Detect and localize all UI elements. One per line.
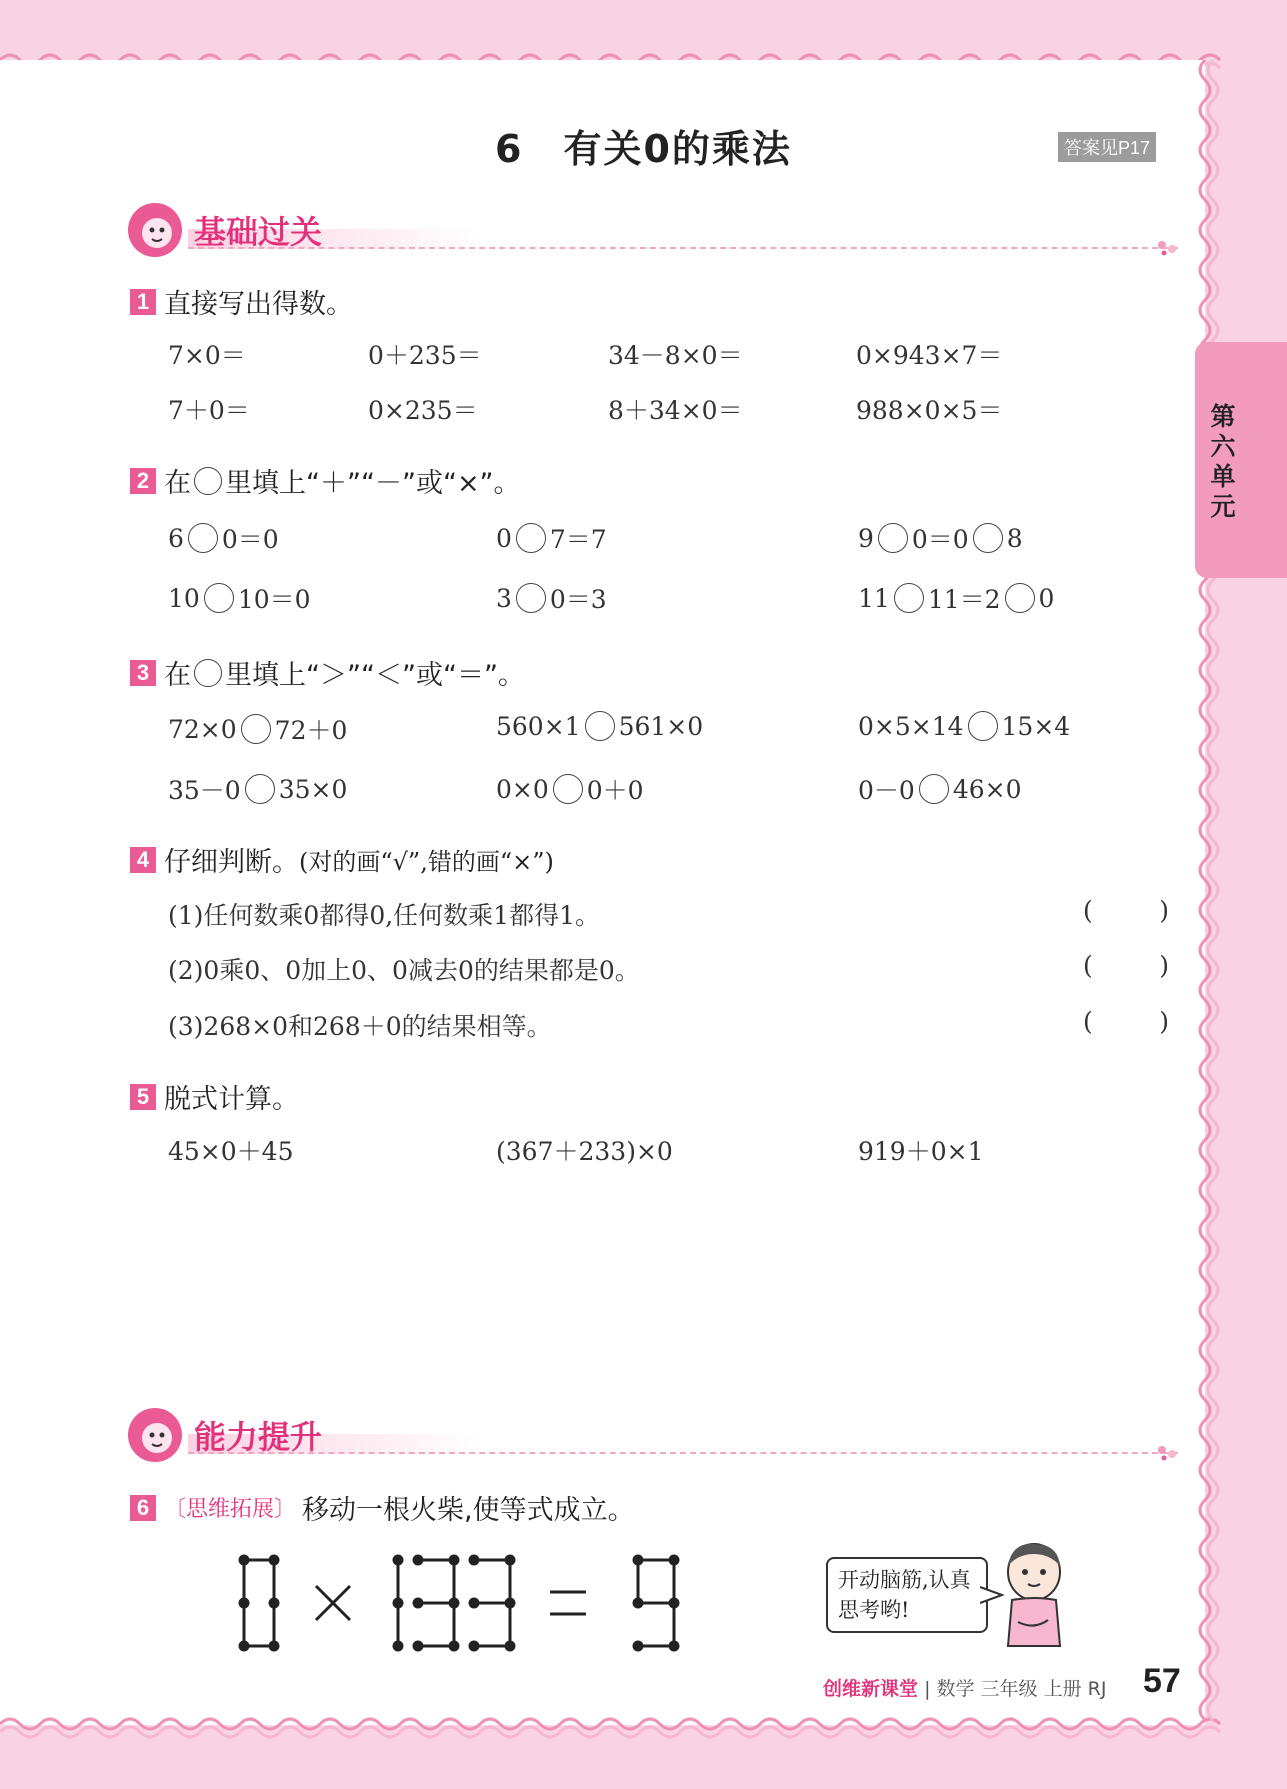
section-title: 能力提升 <box>194 1418 323 1456</box>
operand: 7＝7 <box>549 525 607 554</box>
bracket-open: ( <box>1083 1007 1093 1036</box>
judgement-statement: (3)268×0和268＋0的结果相等。 <box>168 1012 552 1041</box>
section-header-advanced <box>128 1408 1178 1464</box>
operand: 9 <box>858 523 874 553</box>
expression: 7＋0＝ <box>168 396 250 425</box>
matchstick-digit-nine <box>634 1556 678 1650</box>
bracket-open: ( <box>1083 896 1093 925</box>
expression: 988×0×5＝ <box>856 396 1003 425</box>
question-number-badge: 1 <box>130 289 156 315</box>
monkey-mascot-icon <box>128 203 182 257</box>
answer-circle[interactable] <box>204 583 234 613</box>
operator-fill-item <box>496 580 607 616</box>
unit-side-tab-label: 第六单元 <box>1210 402 1236 521</box>
answer-reference-badge: 答案见P17 <box>1058 132 1156 162</box>
comparison-item <box>168 771 347 807</box>
question-text-pre: 在 <box>164 660 191 691</box>
answer-circle[interactable] <box>516 583 546 613</box>
footer-info: 数学 三年级 上册 RJ <box>936 1678 1107 1700</box>
bottom-wavy-border <box>0 1710 1287 1750</box>
calculation-expression: 45×0＋45 <box>168 1137 294 1166</box>
expression: 0×943×7＝ <box>856 341 1003 370</box>
operand: 0×5×14 <box>858 711 964 741</box>
matchstick-digit-zero <box>240 1556 278 1650</box>
right-wavy-border <box>1190 60 1230 1725</box>
answer-circle[interactable] <box>894 583 924 613</box>
question-number-badge: 6 <box>130 1495 156 1521</box>
question-text: 脱式计算。 <box>164 1084 299 1115</box>
operand: 10 <box>168 583 200 613</box>
comparison-item <box>496 771 644 807</box>
operand: 10＝0 <box>237 585 311 614</box>
operand: 11 <box>858 583 890 613</box>
operand: 0 <box>496 523 512 553</box>
circle-blank-icon <box>194 659 222 687</box>
operand: 0＝0 <box>911 525 969 554</box>
judgement-statement: (2)0乘0、0加上0、0减去0的结果都是0。 <box>168 956 640 985</box>
section-title: 基础过关 <box>194 213 323 251</box>
operand: 561×0 <box>618 711 704 741</box>
question-number-badge: 2 <box>130 468 156 494</box>
answer-circle[interactable] <box>919 774 949 804</box>
operator-fill-item <box>858 580 1054 616</box>
question-text: 仔细判断。 <box>164 847 299 878</box>
answer-circle[interactable] <box>878 523 908 553</box>
operand: 0＝3 <box>549 585 607 614</box>
question-5-heading <box>130 1077 299 1116</box>
operand: 0－0 <box>858 776 915 805</box>
decorative-dots-icon <box>1156 239 1180 257</box>
question-text: 直接写出得数。 <box>164 289 353 320</box>
decorative-dots-icon <box>1156 1444 1180 1462</box>
question-3-heading <box>130 653 525 692</box>
answer-bracket[interactable] <box>1083 1007 1169 1036</box>
bracket-open: ( <box>1083 951 1093 980</box>
matchstick-digit-three <box>414 1556 458 1650</box>
expression: 34－8×0＝ <box>608 341 743 370</box>
section-divider <box>188 247 1178 249</box>
operand: 11＝2 <box>927 585 1001 614</box>
bracket-close: ) <box>1159 896 1169 925</box>
operand: 72＋0 <box>274 716 348 745</box>
answer-circle[interactable] <box>241 714 271 744</box>
operand: 6 <box>168 523 184 553</box>
matchstick-digit-one <box>394 1556 402 1650</box>
comparison-item <box>168 711 347 747</box>
question-text-post: 里填上“＋”“－”或“×”。 <box>225 468 521 499</box>
operator-fill-item <box>496 520 607 556</box>
answer-circle[interactable] <box>188 523 218 553</box>
operand: 3 <box>496 583 512 613</box>
operand: 560×1 <box>496 711 581 741</box>
calculation-expression: 919＋0×1 <box>858 1137 984 1166</box>
operator-fill-item <box>168 580 311 616</box>
footer-separator: | <box>924 1678 931 1700</box>
operand: 0 <box>1038 583 1055 613</box>
operator-fill-item <box>168 520 279 556</box>
answer-circle[interactable] <box>245 774 275 804</box>
page-title: 6 有关0的乘法 <box>495 127 792 171</box>
expression: 8＋34×0＝ <box>608 396 743 425</box>
cartoon-boy-icon <box>998 1538 1070 1650</box>
answer-circle[interactable] <box>553 774 583 804</box>
operand: 15×4 <box>1001 711 1071 741</box>
answer-circle[interactable] <box>973 523 1003 553</box>
bracket-close: ) <box>1159 951 1169 980</box>
answer-circle[interactable] <box>585 711 615 741</box>
matchstick-digit-three <box>470 1556 514 1650</box>
answer-circle[interactable] <box>968 711 998 741</box>
question-4-heading <box>130 840 554 879</box>
answer-bracket[interactable] <box>1083 951 1169 980</box>
question-number-badge: 3 <box>130 660 156 686</box>
expression: 0×235＝ <box>368 396 478 425</box>
calculation-expression: (367＋233)×0 <box>496 1137 673 1166</box>
question-text: 移动一根火柴,使等式成立。 <box>302 1495 635 1526</box>
operand: 0＝0 <box>221 525 279 554</box>
page-footer <box>823 1674 1106 1701</box>
answer-circle[interactable] <box>1005 583 1035 613</box>
question-text-post: 里填上“＞”“＜”或“＝”。 <box>225 660 525 691</box>
operand: 8 <box>1006 523 1023 553</box>
comparison-item <box>496 711 703 741</box>
judgement-statement: (1)任何数乘0都得0,任何数乘1都得1。 <box>168 901 600 930</box>
question-1-heading <box>130 282 353 321</box>
comparison-item <box>858 771 1021 807</box>
speech-bubble-text: 开动脑筋,认真思考哟! <box>838 1568 971 1622</box>
circle-blank-icon <box>194 467 222 495</box>
monkey-mascot-icon <box>128 1408 182 1462</box>
question-note: (对的画“√”,错的画“×”) <box>299 848 554 876</box>
section-header-basics <box>128 203 1178 259</box>
matchstick-times-sign <box>316 1586 350 1620</box>
comparison-item <box>858 711 1070 741</box>
operator-fill-item <box>858 520 1023 556</box>
operand: 72×0 <box>168 714 237 744</box>
matchstick-equals-sign <box>550 1592 586 1614</box>
question-6-heading <box>130 1488 635 1527</box>
matchstick-equation <box>228 1548 688 1658</box>
footer-brand: 创维新课堂 <box>823 1678 919 1700</box>
question-number-badge: 4 <box>130 847 156 873</box>
expression: 7×0＝ <box>168 341 246 370</box>
question-text-pre: 在 <box>164 468 191 499</box>
operand: 35×0 <box>278 774 348 804</box>
page-number: 57 <box>1143 1662 1181 1700</box>
question-number-badge: 5 <box>130 1084 156 1110</box>
section-divider <box>188 1452 1178 1454</box>
question-2-heading <box>130 461 521 500</box>
bracket-close: ) <box>1159 1007 1169 1036</box>
expression: 0＋235＝ <box>368 341 482 370</box>
operand: 0×0 <box>496 774 549 804</box>
question-tag: 〔思维拓展〕 <box>164 1497 297 1522</box>
answer-circle[interactable] <box>516 523 546 553</box>
answer-bracket[interactable] <box>1083 896 1169 925</box>
operand: 35－0 <box>168 776 241 805</box>
operand: 0＋0 <box>586 776 644 805</box>
operand: 46×0 <box>952 774 1022 804</box>
